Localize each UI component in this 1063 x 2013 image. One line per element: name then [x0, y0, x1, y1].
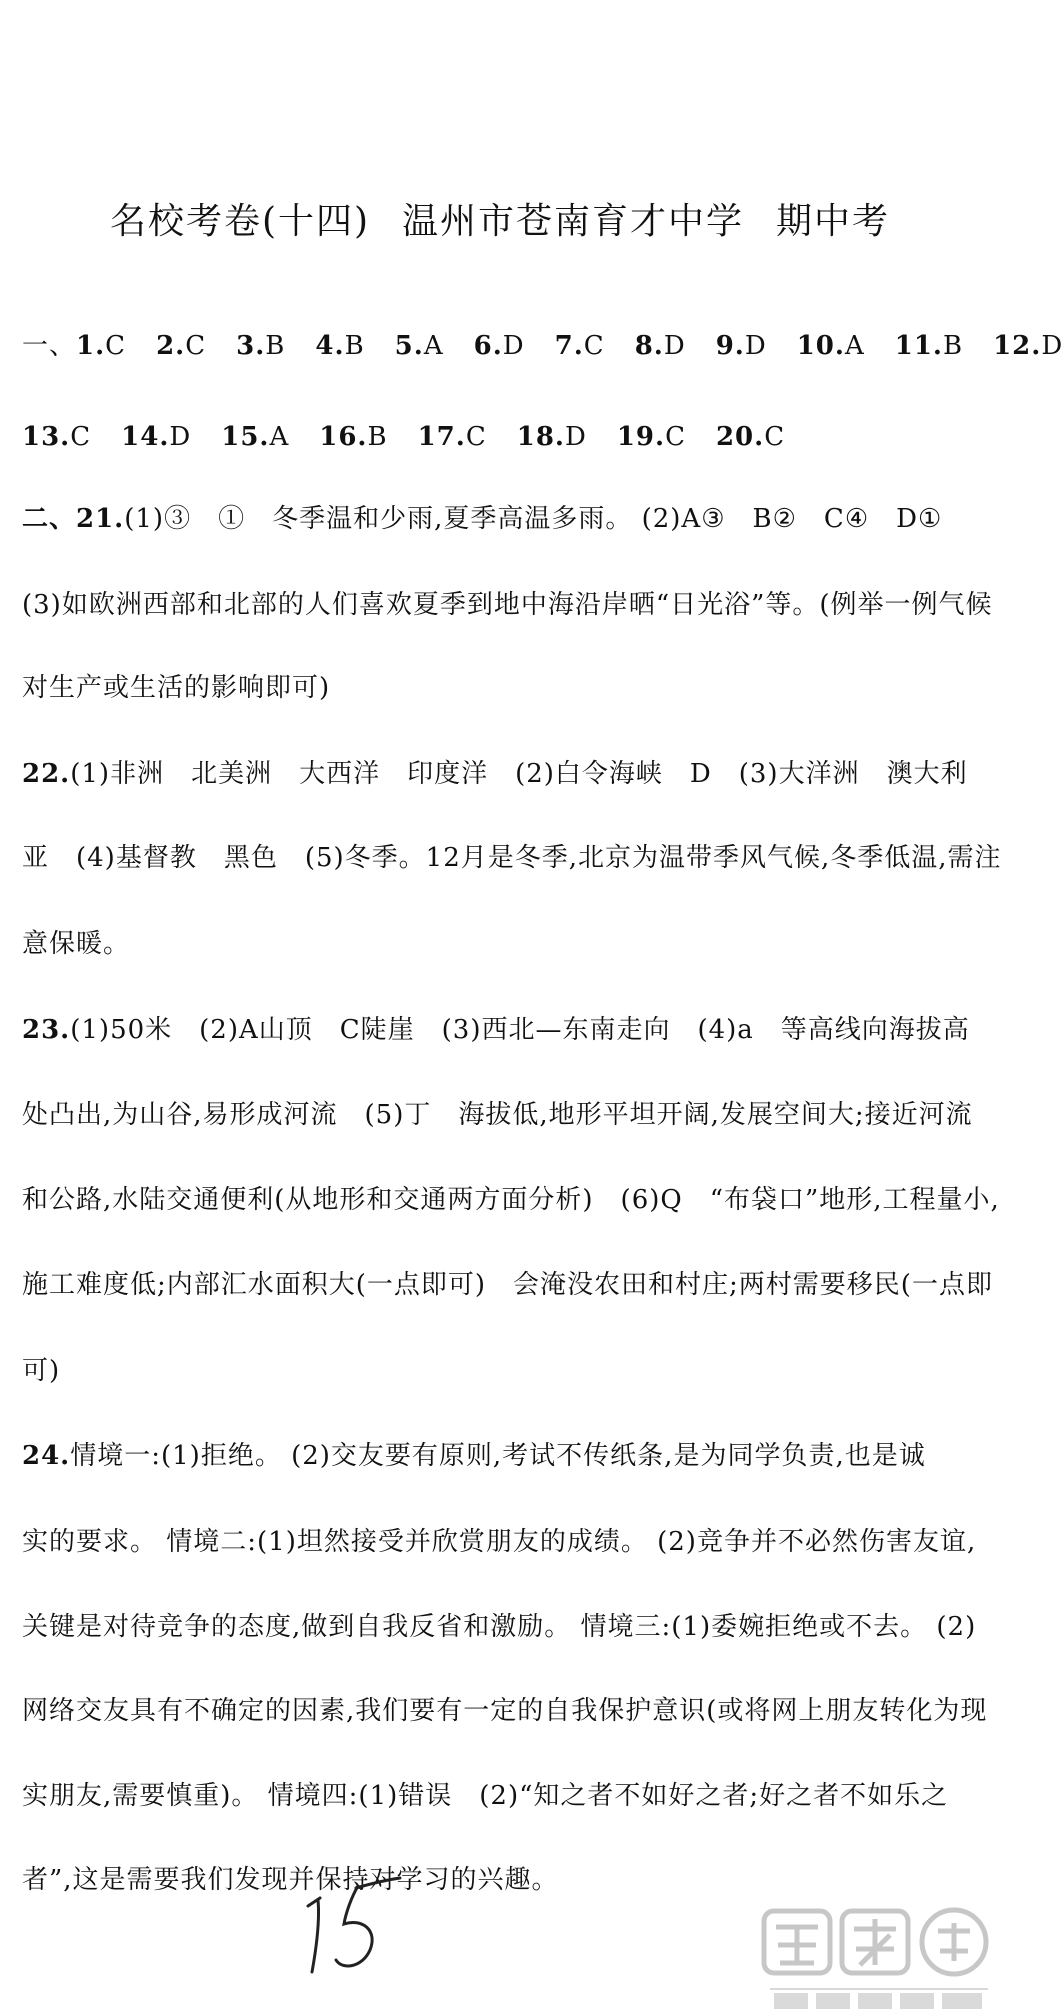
watermark-logo: [760, 1905, 996, 2013]
answer-item: 12.D: [993, 331, 1063, 361]
answer-item: 9.D: [715, 331, 767, 361]
q22-line-1: 22.(1)非洲 北美洲 大西洋 印度洋 (2)白令海峡 D (3)大洋洲 澳大利: [22, 759, 968, 789]
q22-line-2: 亚 (4)基督教 黑色 (5)冬季。12月是冬季,北京为温带季风气候,冬季低温,需注: [22, 843, 1002, 873]
answer-item: 13.C: [22, 422, 92, 452]
q21-line-1: 二、21.(1)③ ① 冬季温和少雨,夏季高温多雨。 (2)A③ B② C④ D①: [22, 504, 943, 534]
answer-item: 4.B: [315, 331, 365, 361]
q22-line-3: 意保暖。: [22, 929, 131, 959]
q24-line-3: 关键是对待竞争的态度,做到自我反省和激励。 情境三:(1)委婉拒绝或不去。 (2): [22, 1612, 977, 1642]
title-exam-name: 名校考卷(十四): [109, 201, 371, 242]
answer-item: 11.B: [894, 331, 964, 361]
answer-item: 16.B: [319, 422, 388, 452]
q24-line-5: 实朋友,需要慎重)。 情境四:(1)错误 (2)“知之者不如好之者;好之者不如乐之: [22, 1781, 949, 1811]
q22-number: 22.: [22, 759, 71, 789]
title-term: 期中考: [776, 201, 891, 242]
section1-row2: [22, 417, 986, 457]
q24-line-4: 网络交友具有不确定的因素,我们要有一定的自我保护意识(或将网上朋友转化为现: [22, 1696, 988, 1726]
answer-item: 5.A: [394, 331, 444, 361]
answer-item: 2.C: [156, 331, 207, 361]
q23-line-4: 施工难度低;内部汇水面积大(一点即可) 会淹没农田和村庄;两村需要移民(一点即: [22, 1270, 993, 1300]
answer-item: 7.C: [554, 331, 605, 361]
q24-line-6: 者”,这是需要我们发现并保持对学习的兴趣。: [22, 1865, 559, 1895]
title-school: 温州市苍南育才中学: [402, 201, 745, 242]
answer-item: 14.D: [121, 422, 192, 452]
answer-item: 15.A: [221, 422, 290, 452]
q21-line-2: (3)如欧洲西部和北部的人们喜欢夏季到地中海沿岸晒“日光浴”等。(例举一例气候: [22, 590, 993, 620]
q23-line-2: 处凸出,为山谷,易形成河流 (5)丁 海拔低,地形平坦开阔,发展空间大;接近河流: [22, 1100, 973, 1130]
q21-line-3: 对生产或生活的影响即可): [22, 673, 331, 703]
q23-line-1: 23.(1)50米 (2)A山顶 C陡崖 (3)西北—东南走向 (4)a 等高线向海拔高: [22, 1015, 970, 1045]
answer-item: 6.D: [473, 331, 525, 361]
q24-number: 24.: [22, 1441, 71, 1471]
answer-item: 10.A: [796, 331, 865, 361]
answer-item: 18.D: [516, 422, 587, 452]
handwritten-page-number: [300, 1872, 410, 1982]
page-title: [0, 193, 1000, 244]
section1-label: 一、: [22, 331, 77, 361]
q23-line-5: 可): [22, 1356, 61, 1386]
section1-row1: [22, 326, 1063, 366]
answer-item: 3.B: [236, 331, 286, 361]
q21-number: 二、21.: [22, 504, 125, 534]
answer-item: 20.C: [715, 422, 786, 452]
q24-line-2: 实的要求。 情境二:(1)坦然接受并欣赏朋友的成绩。 (2)竞争并不必然伤害友谊,: [22, 1527, 977, 1557]
q23-line-3: 和公路,水陆交通便利(从地形和交通两方面分析) (6)Q “布袋口”地形,工程量小,: [22, 1185, 1000, 1215]
answer-item: 17.C: [417, 422, 487, 452]
answer-item: 1.C: [76, 331, 127, 361]
answer-item: 19.C: [616, 422, 686, 452]
q23-number: 23.: [22, 1015, 71, 1045]
q24-line-1: 24.情境一:(1)拒绝。 (2)交友要有原则,考试不传纸条,是为同学负责,也是诚: [22, 1441, 926, 1471]
answer-item: 8.D: [634, 331, 686, 361]
